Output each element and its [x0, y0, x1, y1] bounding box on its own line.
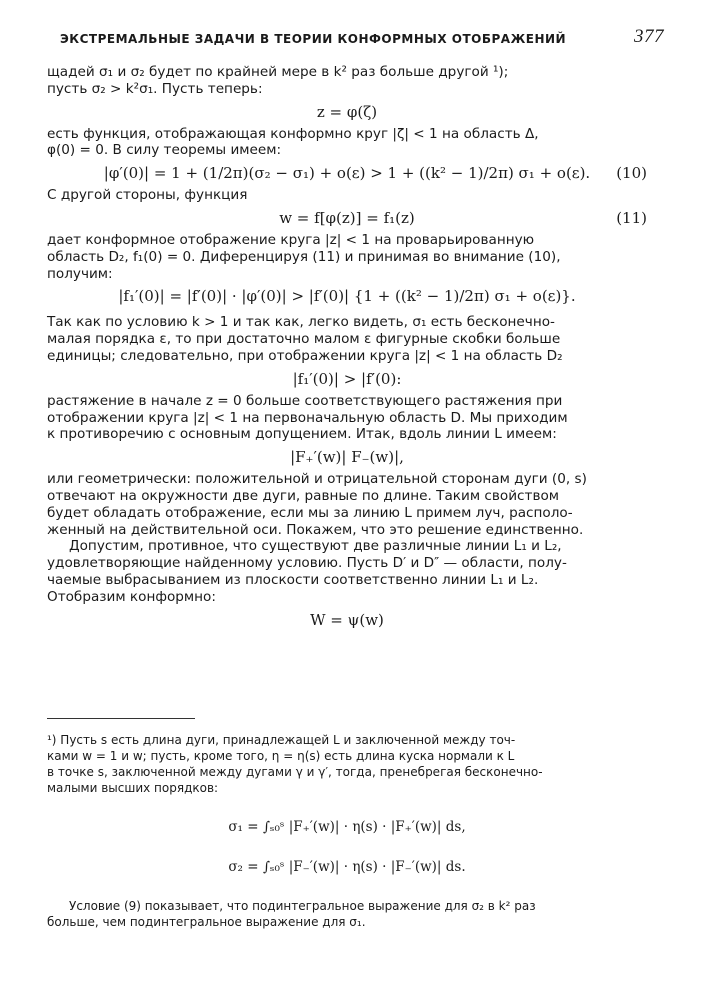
footnote-line: ками w = 1 и w; пусть, кроме того, η = η(s) есть длина куска нормали к L [47, 749, 515, 763]
formula-text: σ₂ = ∫ₛ₀ˢ |F₋′(w)| · η(s) · |F₋′(w)| ds. [228, 859, 466, 875]
text-line: Допустим, противное, что существуют две различные линии L₁ и L₂, [69, 538, 562, 555]
text-line: φ(0) = 0. В силу теоремы имеем: [47, 142, 282, 159]
text-line: Отобразим конформно: [47, 588, 216, 605]
text-line: дает конформное отображение круга |z| < 1 на проварьированную [47, 231, 535, 248]
text-line: единицы; следовательно, при отображении круга |z| < 1 на область D₂ [47, 347, 563, 364]
text-line: малая порядка ε, то при достаточно малом ε фигурные скобки больше [47, 331, 561, 348]
formula-text: W = ψ(w) [310, 610, 384, 629]
text-line: к противоречию с основным допущением. Итак, вдоль линии L имеем: [47, 426, 557, 443]
footnote-formula-sigma1 [47, 818, 647, 836]
text-line: чаемые выбрасыванием из плоскости соответственно линии L₁ и L₂. [47, 571, 539, 588]
text-line: есть функция, отображающая конформно круг |ζ| < 1 на область Δ, [47, 125, 539, 142]
formula-text: |F₊′(w)| F₋(w)|, [290, 448, 404, 467]
formula-text: w = f[φ(z)] = f₁(z) [279, 208, 415, 227]
formula-text: |f₁′(0)| > |f′(0): [292, 369, 402, 388]
text-line: получим: [47, 265, 113, 282]
footnote-formula-sigma2 [47, 858, 647, 876]
text-line: С другой стороны, функция [47, 187, 248, 204]
formula-inequality [47, 368, 647, 390]
text-line: щадей σ₁ и σ₂ будет по крайней мере в k² раз больше другой ¹); [47, 64, 509, 80]
footnote-divider [47, 718, 195, 719]
text-line: пусть σ₂ > k²σ₁. Пусть теперь: [47, 80, 263, 97]
text-line: область D₂, f₁(0) = 0. Диференцируя (11) и принимая во внимание (10), [47, 248, 561, 265]
text-line: Так как по условию k > 1 и так как, легко видеть, σ₁ есть бесконечно- [47, 314, 555, 331]
text-line: будет обладать отображение, если мы за линию L примем луч, располо- [47, 504, 573, 521]
footnote-line: Условие (9) показывает, что подинтегральное выражение для σ₂ в k² раз [69, 899, 536, 913]
footnote [47, 732, 647, 930]
footnote-line: в точке s, заключенной между дугами γ и γ′, тогда, пренебрегая бесконечно- [47, 765, 543, 779]
text-line: отображении круга |z| < 1 на первоначальную область D. Мы приходим [47, 409, 568, 426]
footnote-line: малыми высших порядков: [47, 781, 219, 795]
formula-10 [47, 162, 647, 184]
formula-f1-derivative [47, 285, 647, 307]
formula-W-psi [47, 609, 647, 631]
text-line: растяжение в начале z = 0 больше соответствующего растяжения при [47, 392, 563, 409]
running-head: ЭКСТРЕМАЛЬНЫЕ ЗАДАЧИ В ТЕОРИИ КОНФОРМНЫХ ОТОБРАЖЕНИЙ [60, 32, 567, 46]
text-line: или геометрически: положительной и отрицательной сторонам дуги (0, s) [47, 471, 587, 488]
footnote-line: больше, чем подинтегральное выражение для σ₁. [47, 915, 366, 929]
text-line: удовлетворяющие найденному условию. Пусть D′ и D″ — области, полу- [47, 555, 567, 572]
footnote-line: ¹) Пусть s есть длина дуги, принадлежащей L и заключенной между точ- [47, 733, 516, 747]
formula-text: σ₁ = ∫ₛ₀ˢ |F₊′(w)| · η(s) · |F₊′(w)| ds, [228, 819, 466, 835]
equation-number: (11) [616, 208, 647, 227]
formula-z-phi [47, 101, 647, 123]
formula-text: |φ′(0)| = 1 + (1/2π)(σ₂ − σ₁) + o(ε) > 1 + ((k² − 1)/2π) σ₁ + o(ε). [103, 164, 591, 183]
formula-F-plus-minus [47, 446, 647, 468]
formula-text: |f₁′(0)| = |f′(0)| · |φ′(0)| > |f′(0)| {1 + ((k² − 1)/2π) σ₁ + o(ε)}. [118, 287, 576, 306]
page-number: 377 [634, 26, 664, 47]
page-header [60, 26, 664, 52]
main-text [47, 64, 647, 634]
equation-number: (10) [616, 164, 647, 183]
formula-11 [47, 207, 647, 229]
text-line: отвечают на окружности две дуги, равные по длине. Таким свойством [47, 487, 560, 504]
formula-text: z = φ(ζ) [316, 102, 378, 121]
text-line: женный на действительной оси. Покажем, что это решение единственно. [47, 521, 584, 538]
